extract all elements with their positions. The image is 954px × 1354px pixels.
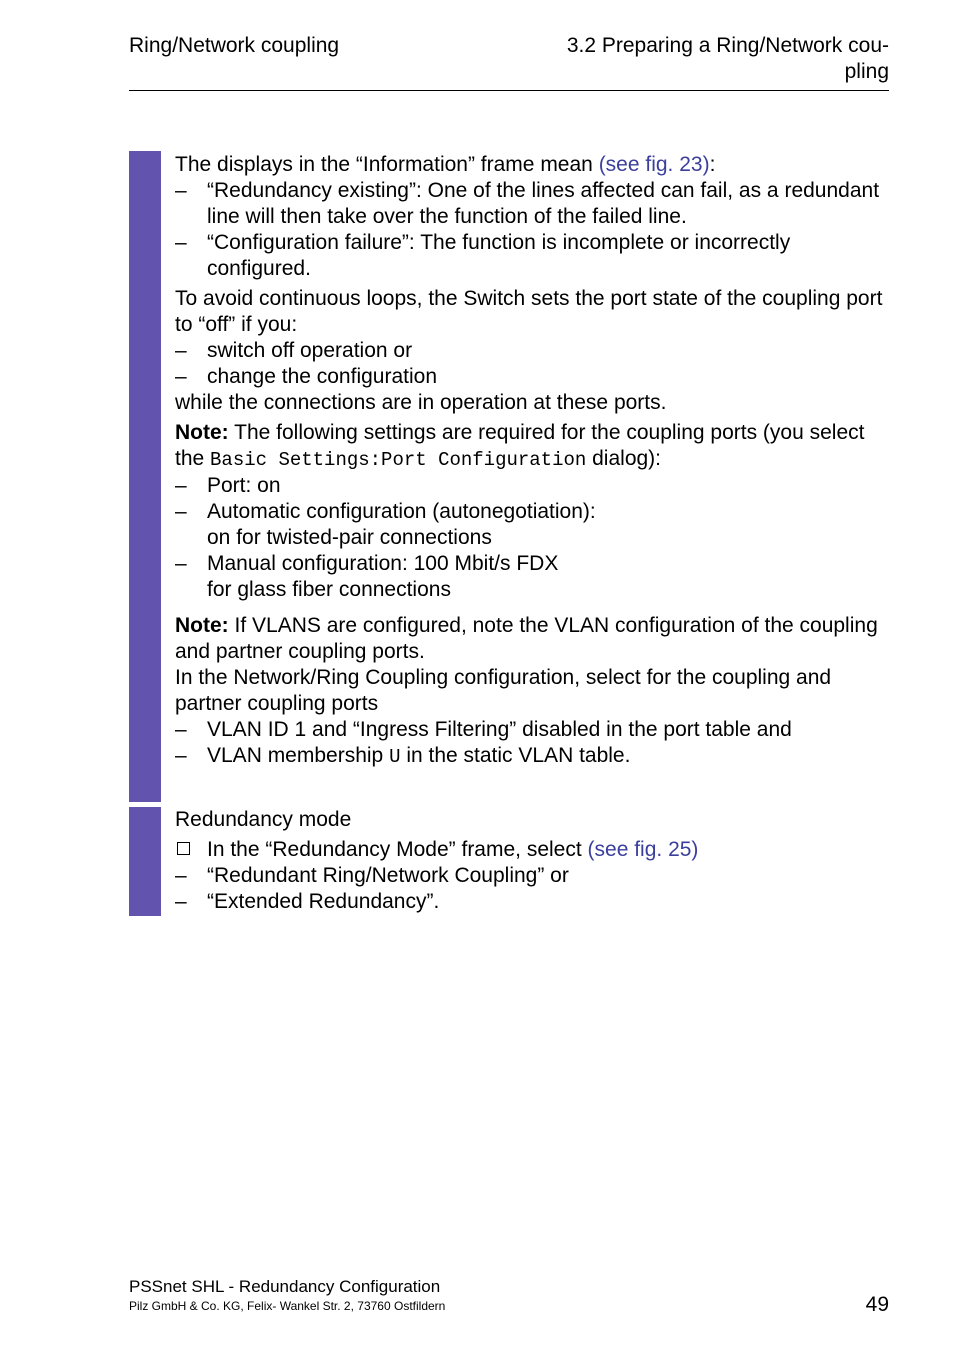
list-item-text: “Redundancy existing”: One of the lines affected can fail, as a redundant line will then take over the function of the failed line. — [207, 179, 880, 228]
margin-bar-1 — [129, 151, 161, 802]
list-item — [175, 473, 891, 499]
list-item — [175, 230, 891, 282]
dash-bullet: – — [175, 365, 187, 388]
dash-bullet: – — [175, 744, 187, 767]
list-item — [175, 499, 891, 551]
info-intro-colon: : — [709, 153, 716, 176]
list-item — [175, 743, 891, 770]
running-header-section — [489, 33, 889, 85]
list-item-text: Automatic configuration (autonegotiation): — [207, 500, 596, 523]
step-text: In the “Redundancy Mode” frame, select — [207, 838, 588, 861]
info-intro — [175, 152, 891, 178]
dash-bullet: – — [175, 474, 187, 497]
list-item — [175, 889, 891, 915]
list-item-text: VLAN membership — [207, 744, 390, 767]
fig-23-link[interactable]: (see fig. 23) — [598, 153, 710, 176]
dash-bullet: – — [175, 500, 187, 523]
running-header-section-line1: 3.2 Preparing a Ring/Network cou- — [566, 34, 889, 57]
list-item — [175, 863, 891, 889]
note-label: Note: — [175, 614, 229, 637]
list-item-text: Manual configuration: 100 Mbit/s FDX — [207, 552, 559, 575]
running-header-section-line2: pling — [844, 60, 889, 83]
dash-bullet: – — [175, 339, 187, 362]
note-vlan-cont: In the Network/Ring Coupling configuration, select for the coupling and partner coupling ports — [175, 666, 832, 715]
step-item — [175, 837, 891, 863]
dash-bullet: – — [175, 718, 187, 741]
list-item-text-tail: in the static VLAN table. — [400, 744, 631, 767]
section-heading: Redundancy mode — [175, 808, 352, 831]
list-item — [175, 364, 891, 390]
list-item — [175, 717, 891, 743]
note-text-tail: dialog): — [586, 447, 662, 470]
note-port-settings — [175, 420, 891, 473]
vlan-membership-value: U — [389, 746, 401, 768]
dash-bullet: – — [175, 864, 187, 887]
list-item-text-cont: for glass fiber connections — [207, 578, 451, 601]
list-item-text: change the configuration — [207, 365, 438, 388]
footer-title: PSSnet SHL - Redundancy Configuration — [129, 1277, 441, 1296]
margin-bar-2 — [129, 807, 161, 916]
note-label: Note: — [175, 421, 229, 444]
list-item-text-cont: on for twisted-pair connections — [207, 526, 492, 549]
note-vlan — [175, 613, 891, 665]
footer-address: Pilz GmbH & Co. KG, Felix- Wankel Str. 2, 73760 Ostfildern — [129, 1299, 446, 1313]
page-number: 49 — [865, 1293, 889, 1316]
list-item-text: “Extended Redundancy”. — [207, 890, 440, 913]
dash-bullet: – — [175, 552, 187, 575]
step-checkbox-icon — [177, 842, 190, 855]
loop-tail: while the connections are in operation at these ports. — [175, 391, 667, 414]
dash-bullet: – — [175, 890, 187, 913]
list-item — [175, 338, 891, 364]
dash-bullet: – — [175, 179, 187, 202]
list-item — [175, 178, 891, 230]
list-item-text: switch off operation or — [207, 339, 413, 362]
running-header-chapter: Ring/Network coupling — [129, 34, 340, 57]
dash-bullet: – — [175, 231, 187, 254]
note-text: If VLANS are configured, note the VLAN configuration of the coupling and partner coupling ports. — [175, 614, 878, 663]
content-block-redundancy-mode — [175, 807, 891, 915]
list-item-text: Port: on — [207, 474, 281, 497]
list-item-text: “Configuration failure”: The function is incomplete or incorrectly configured. — [207, 231, 791, 280]
content-block-information — [175, 152, 891, 770]
fig-25-link[interactable]: (see fig. 25) — [587, 838, 699, 861]
dialog-path: Basic Settings:Port Configuration — [210, 449, 587, 471]
loop-paragraph: To avoid continuous loops, the Switch sets the port state of the coupling port to “off” if you: — [175, 287, 883, 336]
header-rule — [129, 90, 889, 91]
info-intro-text: The displays in the “Information” frame mean — [175, 153, 599, 176]
note-text: The following settings are required for the coupling ports (you select the — [175, 421, 865, 470]
list-item-text: “Redundant Ring/Network Coupling” or — [207, 864, 569, 887]
list-item-text: VLAN ID 1 and “Ingress Filtering” disabled in the port table and — [207, 718, 792, 741]
list-item — [175, 551, 891, 603]
